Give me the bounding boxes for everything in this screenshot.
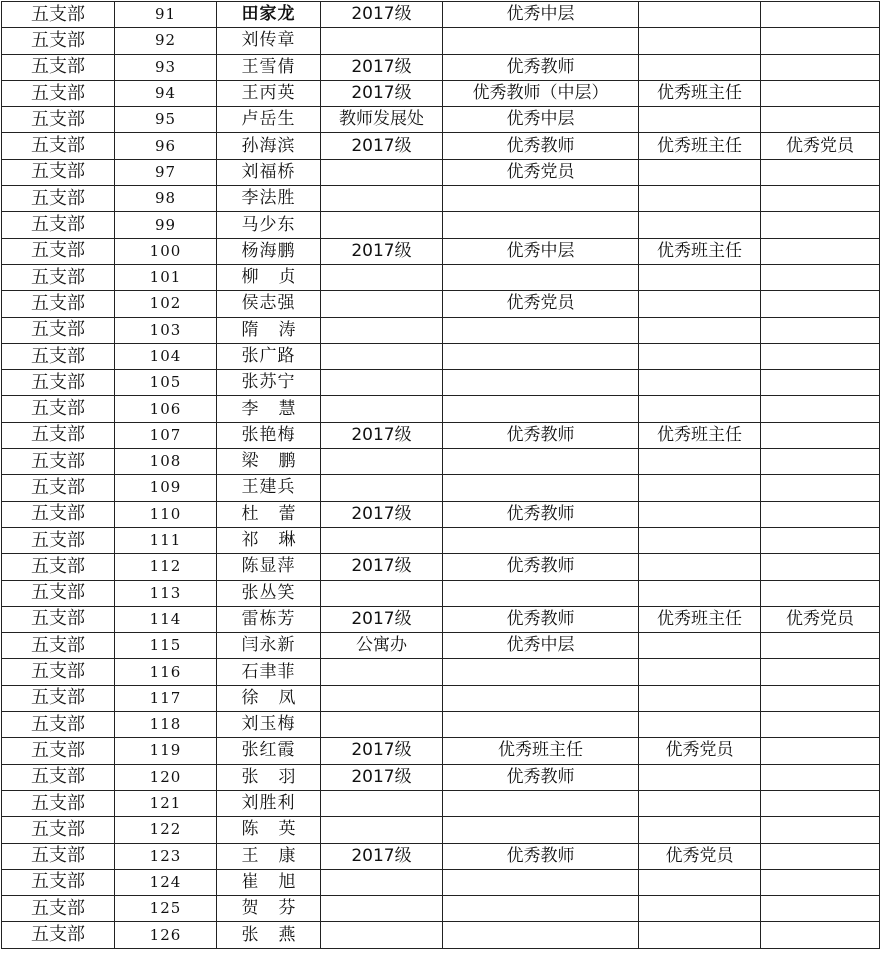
branch-cell: 五支部 — [2, 869, 115, 895]
honor-3-cell — [761, 396, 880, 422]
honor-2-cell — [639, 370, 761, 396]
table-row — [2, 633, 880, 659]
roster-rows — [2, 2, 880, 949]
honor-2-cell — [639, 317, 761, 343]
number-cell: 95 — [115, 107, 217, 133]
number-cell: 120 — [115, 764, 217, 790]
department-cell — [321, 396, 443, 422]
department-cell: 教师发展处 — [321, 107, 443, 133]
honor-2-cell: 优秀班主任 — [639, 422, 761, 448]
table-row — [2, 606, 880, 632]
honor-1-cell: 优秀中层 — [443, 2, 639, 28]
name-cell: 田家龙 — [217, 2, 321, 28]
table-row — [2, 186, 880, 212]
table-row — [2, 580, 880, 606]
table-row — [2, 896, 880, 922]
honor-2-cell — [639, 712, 761, 738]
number-cell: 109 — [115, 475, 217, 501]
honor-2-cell — [639, 922, 761, 948]
number-cell: 121 — [115, 790, 217, 816]
name-cell: 陈英 — [217, 817, 321, 843]
department-cell — [321, 449, 443, 475]
number-cell: 108 — [115, 449, 217, 475]
branch-cell: 五支部 — [2, 738, 115, 764]
honor-1-cell — [443, 790, 639, 816]
department-cell — [321, 922, 443, 948]
honor-2-cell: 优秀班主任 — [639, 80, 761, 106]
number-cell: 118 — [115, 712, 217, 738]
name-cell: 徐凤 — [217, 685, 321, 711]
number-cell: 119 — [115, 738, 217, 764]
table-row — [2, 238, 880, 264]
branch-cell: 五支部 — [2, 396, 115, 422]
honor-1-cell — [443, 370, 639, 396]
branch-cell: 五支部 — [2, 80, 115, 106]
table-row — [2, 2, 880, 28]
honor-1-cell: 优秀教师 — [443, 133, 639, 159]
number-cell: 113 — [115, 580, 217, 606]
number-cell: 99 — [115, 212, 217, 238]
department-cell — [321, 28, 443, 54]
honor-1-cell — [443, 186, 639, 212]
honor-3-cell — [761, 790, 880, 816]
department-cell: 2017级 — [321, 554, 443, 580]
name-cell: 张燕 — [217, 922, 321, 948]
department-cell — [321, 264, 443, 290]
honor-2-cell — [639, 28, 761, 54]
honor-1-cell — [443, 896, 639, 922]
number-cell: 126 — [115, 922, 217, 948]
honor-2-cell — [639, 580, 761, 606]
honor-2-cell — [639, 896, 761, 922]
name-cell: 柳贞 — [217, 264, 321, 290]
department-cell — [321, 685, 443, 711]
name-cell: 张广路 — [217, 343, 321, 369]
name-cell: 张羽 — [217, 764, 321, 790]
branch-cell: 五支部 — [2, 159, 115, 185]
branch-cell: 五支部 — [2, 449, 115, 475]
table-row — [2, 790, 880, 816]
honor-3-cell — [761, 343, 880, 369]
branch-cell: 五支部 — [2, 212, 115, 238]
branch-cell: 五支部 — [2, 843, 115, 869]
honor-2-cell — [639, 475, 761, 501]
department-cell — [321, 212, 443, 238]
honor-3-cell — [761, 80, 880, 106]
number-cell: 104 — [115, 343, 217, 369]
honor-3-cell — [761, 28, 880, 54]
honor-3-cell — [761, 896, 880, 922]
name-cell: 闫永新 — [217, 633, 321, 659]
honor-1-cell — [443, 396, 639, 422]
honor-2-cell: 优秀班主任 — [639, 606, 761, 632]
honor-1-cell — [443, 527, 639, 553]
name-cell: 杜蕾 — [217, 501, 321, 527]
honor-2-cell — [639, 869, 761, 895]
number-cell: 103 — [115, 317, 217, 343]
honor-1-cell — [443, 264, 639, 290]
department-cell: 2017级 — [321, 738, 443, 764]
honor-2-cell — [639, 264, 761, 290]
honor-1-cell — [443, 869, 639, 895]
name-cell: 贺芬 — [217, 896, 321, 922]
honor-2-cell — [639, 54, 761, 80]
branch-cell: 五支部 — [2, 422, 115, 448]
honor-3-cell — [761, 264, 880, 290]
table-row — [2, 764, 880, 790]
honor-2-cell: 优秀党员 — [639, 738, 761, 764]
honor-3-cell — [761, 449, 880, 475]
number-cell: 93 — [115, 54, 217, 80]
number-cell: 111 — [115, 527, 217, 553]
honor-3-cell — [761, 633, 880, 659]
honor-3-cell — [761, 922, 880, 948]
honor-1-cell — [443, 922, 639, 948]
department-cell: 2017级 — [321, 133, 443, 159]
name-cell: 王雪倩 — [217, 54, 321, 80]
branch-cell: 五支部 — [2, 606, 115, 632]
name-cell: 卢岳生 — [217, 107, 321, 133]
honor-2-cell — [639, 685, 761, 711]
table-row — [2, 738, 880, 764]
honor-3-cell — [761, 685, 880, 711]
honor-2-cell — [639, 554, 761, 580]
honor-2-cell — [639, 633, 761, 659]
name-cell: 梁鹏 — [217, 449, 321, 475]
honor-3-cell — [761, 107, 880, 133]
department-cell — [321, 343, 443, 369]
honor-1-cell — [443, 580, 639, 606]
honor-2-cell — [639, 2, 761, 28]
table-row — [2, 396, 880, 422]
department-cell — [321, 817, 443, 843]
name-cell: 刘传章 — [217, 28, 321, 54]
honor-3-cell — [761, 580, 880, 606]
branch-cell: 五支部 — [2, 685, 115, 711]
department-cell: 2017级 — [321, 764, 443, 790]
honor-3-cell — [761, 475, 880, 501]
honor-3-cell: 优秀党员 — [761, 606, 880, 632]
number-cell: 125 — [115, 896, 217, 922]
honor-3-cell — [761, 2, 880, 28]
honor-2-cell — [639, 291, 761, 317]
honor-2-cell — [639, 159, 761, 185]
honor-3-cell — [761, 238, 880, 264]
name-cell: 石聿菲 — [217, 659, 321, 685]
name-cell: 侯志强 — [217, 291, 321, 317]
honor-3-cell — [761, 527, 880, 553]
honor-1-cell — [443, 817, 639, 843]
honor-2-cell — [639, 449, 761, 475]
table-row — [2, 317, 880, 343]
branch-cell: 五支部 — [2, 790, 115, 816]
honor-1-cell — [443, 212, 639, 238]
honor-3-cell — [761, 212, 880, 238]
branch-cell: 五支部 — [2, 343, 115, 369]
department-cell: 2017级 — [321, 80, 443, 106]
name-cell: 陈显萍 — [217, 554, 321, 580]
department-cell: 2017级 — [321, 54, 443, 80]
table-row — [2, 264, 880, 290]
branch-cell: 五支部 — [2, 107, 115, 133]
branch-cell: 五支部 — [2, 764, 115, 790]
roster-table — [1, 1, 880, 949]
department-cell — [321, 527, 443, 553]
honor-2-cell — [639, 212, 761, 238]
table-row — [2, 291, 880, 317]
department-cell — [321, 291, 443, 317]
honor-1-cell: 优秀教师 — [443, 764, 639, 790]
branch-cell: 五支部 — [2, 133, 115, 159]
number-cell: 115 — [115, 633, 217, 659]
honor-3-cell — [761, 554, 880, 580]
honor-1-cell: 优秀班主任 — [443, 738, 639, 764]
number-cell: 123 — [115, 843, 217, 869]
branch-cell: 五支部 — [2, 712, 115, 738]
name-cell: 刘玉梅 — [217, 712, 321, 738]
branch-cell: 五支部 — [2, 238, 115, 264]
branch-cell: 五支部 — [2, 922, 115, 948]
honor-2-cell — [639, 764, 761, 790]
table-row — [2, 133, 880, 159]
number-cell: 97 — [115, 159, 217, 185]
number-cell: 101 — [115, 264, 217, 290]
branch-cell: 五支部 — [2, 264, 115, 290]
honor-2-cell — [639, 527, 761, 553]
name-cell: 雷栋芳 — [217, 606, 321, 632]
honor-1-cell — [443, 659, 639, 685]
honor-1-cell: 优秀教师 — [443, 554, 639, 580]
department-cell — [321, 580, 443, 606]
branch-cell: 五支部 — [2, 28, 115, 54]
honor-2-cell — [639, 107, 761, 133]
name-cell: 张苏宁 — [217, 370, 321, 396]
number-cell: 91 — [115, 2, 217, 28]
honor-3-cell — [761, 291, 880, 317]
honor-1-cell — [443, 685, 639, 711]
honor-2-cell — [639, 790, 761, 816]
number-cell: 117 — [115, 685, 217, 711]
honor-2-cell — [639, 396, 761, 422]
table-row — [2, 28, 880, 54]
number-cell: 112 — [115, 554, 217, 580]
name-cell: 刘福桥 — [217, 159, 321, 185]
name-cell: 张丛笑 — [217, 580, 321, 606]
department-cell — [321, 659, 443, 685]
branch-cell: 五支部 — [2, 291, 115, 317]
honor-2-cell — [639, 501, 761, 527]
name-cell: 张艳梅 — [217, 422, 321, 448]
honor-1-cell: 优秀教师 — [443, 422, 639, 448]
department-cell: 2017级 — [321, 606, 443, 632]
honor-2-cell — [639, 186, 761, 212]
department-cell: 2017级 — [321, 422, 443, 448]
table-row — [2, 212, 880, 238]
honor-2-cell: 优秀班主任 — [639, 133, 761, 159]
number-cell: 114 — [115, 606, 217, 632]
table-row — [2, 159, 880, 185]
number-cell: 98 — [115, 186, 217, 212]
branch-cell: 五支部 — [2, 580, 115, 606]
honor-1-cell — [443, 475, 639, 501]
department-cell — [321, 869, 443, 895]
honor-3-cell — [761, 659, 880, 685]
department-cell: 2017级 — [321, 238, 443, 264]
branch-cell: 五支部 — [2, 501, 115, 527]
honor-2-cell: 优秀班主任 — [639, 238, 761, 264]
honor-1-cell — [443, 343, 639, 369]
name-cell: 刘胜利 — [217, 790, 321, 816]
table-row — [2, 922, 880, 948]
table-row — [2, 501, 880, 527]
honor-1-cell — [443, 28, 639, 54]
honor-3-cell — [761, 501, 880, 527]
honor-3-cell — [761, 712, 880, 738]
number-cell: 96 — [115, 133, 217, 159]
branch-cell: 五支部 — [2, 475, 115, 501]
branch-cell: 五支部 — [2, 817, 115, 843]
honor-1-cell: 优秀教师 — [443, 606, 639, 632]
honor-1-cell — [443, 449, 639, 475]
honor-1-cell — [443, 317, 639, 343]
department-cell: 2017级 — [321, 501, 443, 527]
department-cell — [321, 186, 443, 212]
honor-3-cell — [761, 764, 880, 790]
table-row — [2, 422, 880, 448]
honor-1-cell: 优秀教师 — [443, 54, 639, 80]
table-row — [2, 527, 880, 553]
table-row — [2, 685, 880, 711]
department-cell: 2017级 — [321, 843, 443, 869]
number-cell: 107 — [115, 422, 217, 448]
honor-1-cell — [443, 712, 639, 738]
name-cell: 祁琳 — [217, 527, 321, 553]
branch-cell: 五支部 — [2, 54, 115, 80]
branch-cell: 五支部 — [2, 2, 115, 28]
honor-2-cell — [639, 343, 761, 369]
name-cell: 张红霞 — [217, 738, 321, 764]
honor-3-cell — [761, 738, 880, 764]
honor-1-cell: 优秀中层 — [443, 107, 639, 133]
number-cell: 122 — [115, 817, 217, 843]
branch-cell: 五支部 — [2, 527, 115, 553]
table-row — [2, 869, 880, 895]
branch-cell: 五支部 — [2, 186, 115, 212]
honor-2-cell: 优秀党员 — [639, 843, 761, 869]
table-row — [2, 107, 880, 133]
table-row — [2, 449, 880, 475]
honor-1-cell: 优秀教师（中层） — [443, 80, 639, 106]
honor-3-cell — [761, 370, 880, 396]
honor-1-cell: 优秀教师 — [443, 501, 639, 527]
number-cell: 100 — [115, 238, 217, 264]
department-cell — [321, 475, 443, 501]
honor-3-cell — [761, 186, 880, 212]
honor-1-cell: 优秀中层 — [443, 238, 639, 264]
name-cell: 李法胜 — [217, 186, 321, 212]
honor-3-cell — [761, 817, 880, 843]
name-cell: 李慧 — [217, 396, 321, 422]
department-cell — [321, 159, 443, 185]
honor-3-cell — [761, 422, 880, 448]
number-cell: 110 — [115, 501, 217, 527]
honor-3-cell — [761, 869, 880, 895]
honor-2-cell — [639, 659, 761, 685]
number-cell: 102 — [115, 291, 217, 317]
name-cell: 王康 — [217, 843, 321, 869]
name-cell: 马少东 — [217, 212, 321, 238]
department-cell: 2017级 — [321, 2, 443, 28]
honor-1-cell: 优秀党员 — [443, 291, 639, 317]
branch-cell: 五支部 — [2, 633, 115, 659]
honor-3-cell — [761, 317, 880, 343]
table-row — [2, 554, 880, 580]
honor-3-cell: 优秀党员 — [761, 133, 880, 159]
branch-cell: 五支部 — [2, 554, 115, 580]
number-cell: 124 — [115, 869, 217, 895]
name-cell: 孙海滨 — [217, 133, 321, 159]
honor-3-cell — [761, 54, 880, 80]
department-cell — [321, 896, 443, 922]
honor-3-cell — [761, 843, 880, 869]
table-row — [2, 712, 880, 738]
table-row — [2, 343, 880, 369]
name-cell: 隋涛 — [217, 317, 321, 343]
number-cell: 94 — [115, 80, 217, 106]
honor-3-cell — [761, 159, 880, 185]
table-row — [2, 54, 880, 80]
table-row — [2, 817, 880, 843]
name-cell: 崔旭 — [217, 869, 321, 895]
name-cell: 杨海鹏 — [217, 238, 321, 264]
branch-cell: 五支部 — [2, 370, 115, 396]
table-row — [2, 370, 880, 396]
honor-1-cell: 优秀中层 — [443, 633, 639, 659]
number-cell: 106 — [115, 396, 217, 422]
department-cell — [321, 317, 443, 343]
number-cell: 116 — [115, 659, 217, 685]
branch-cell: 五支部 — [2, 659, 115, 685]
department-cell — [321, 370, 443, 396]
branch-cell: 五支部 — [2, 896, 115, 922]
number-cell: 105 — [115, 370, 217, 396]
branch-cell: 五支部 — [2, 317, 115, 343]
table-row — [2, 80, 880, 106]
name-cell: 王建兵 — [217, 475, 321, 501]
table-row — [2, 843, 880, 869]
honor-2-cell — [639, 817, 761, 843]
name-cell: 王丙英 — [217, 80, 321, 106]
department-cell — [321, 790, 443, 816]
number-cell: 92 — [115, 28, 217, 54]
department-cell: 公寓办 — [321, 633, 443, 659]
table-row — [2, 659, 880, 685]
department-cell — [321, 712, 443, 738]
honor-1-cell: 优秀教师 — [443, 843, 639, 869]
honor-1-cell: 优秀党员 — [443, 159, 639, 185]
table-row — [2, 475, 880, 501]
